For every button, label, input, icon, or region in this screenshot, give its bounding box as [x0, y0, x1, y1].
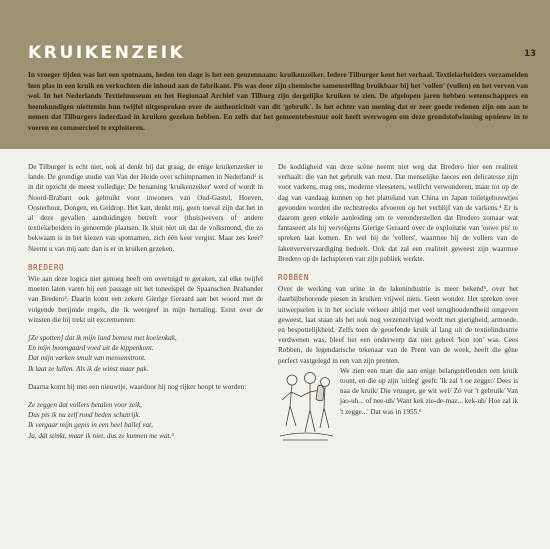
- poem-line: Ik vergaar mijn gepis in een heel ballef vat,: [28, 421, 153, 430]
- poem-excrement: [28, 333, 263, 374]
- left-paragraph-1: De Tilburger is echt niet, ook al denkt hij dat graag, de enige kruikenzeiker te lande. De grondige studie van Van der Heide over schimpnamen in Nederland¹ is in dit opzicht de meest volledige. De benaming 'kruikenzeiker' werd of wordt in Noord-Brabant ook gebruikt voor inwoners van Oud-Gastel, Hoeven, Oosterhout, Dongen, en Geldrop. Het kan, denkt mij, geen toeval zijn dat het in al deze gevallen aanduidingen betreft voor (thuis)wevers of andere textielarbeiders in genoemde plaatsen. Ik sluit niet uit dat de volksmond, die zo bekwaam is in het kiezen van spotnamen, zich één keer vergist. Maar zes keer? Neemt u van mij aan: dan is er in kruiken gezeken.: [28, 163, 263, 253]
- poem-line: Ja, dát stinkt, maar ik niet, dus ze kunnen me wat.³: [28, 431, 174, 440]
- cartoon-illustration-icon: [278, 366, 335, 444]
- poem-line: Dat mijn varken smult van mensenstront.: [28, 354, 146, 363]
- poem-line: [Ze spotten] dat ik mijn land bemest met koeienkak,: [28, 334, 177, 343]
- intro-paragraph: In vroeger tijden was het een spotnaam, heden ten dage is het een geuzennaam: kruikenzeiker. Iedere Tilburger kent het verhaal. Textielarbeiders verzamelden hun plas in een kruik en verkochten die inhoud aan de fabrikant. Pis was door zijn chemische samenstelling bruikbaar bij het 'vollen' (vullen) en het verven van wol. In het Nederlands Textielmuseum en het Regionaal Archief van Tilburg zijn dergelijke kruiken te zien. De afgelopen jaren hebben wetenschappers en heemkundigen niettemin hun twijfel uitgesproken over de authenticiteit van dit 'gebruik'. Is het echter van mening dat er zeer goede redenen zijn om aan te nemen dat Tilburgers inderdaad in kruiken gezeken hebben. En zelfs dat het gemeentebestuur ooit heeft overwogen om deze grondstofwinning opnieuw in te voeren en commercieel te exploiteren.: [28, 70, 528, 132]
- poem-line: Dus pis ik nu zelf rond heden schatrijk.: [28, 411, 141, 420]
- section-heading-bredero: BREDERO: [28, 262, 65, 272]
- right-paragraph-3: We zien een man die aan enige belangstellenden een kruik toont, en die op zijn 'uitleg' geeft: 'Ik zal 't oe zegge:/ Dees is naa de kruik/ Die vruuger, ge wit wel/ Zó vur 't gebruik/ Van jao-uh... of nee-uh/ Want kek zie-de-maz... kek-uh/ Hoe zal ik 't zegge...' Dat was in 1955.⁶: [340, 366, 518, 416]
- poem-line: En mijn boomgaard voed uit de kippenkont.: [28, 344, 154, 353]
- header-band: [0, 0, 550, 149]
- section-heading-robben: ROBBEN: [278, 273, 310, 283]
- left-paragraph-2: Wie aan deze logica niet genoeg heeft om overtuigd te geraken, zal elke twijfel moeten laten varen bij een passage uit het toneelspel de Spaanschen Brabander van Bredero². Daarin komt een zekere Gierige Geraard aan het woord met de volgende berijmde regels, die ik weergeef in mijn hertaling. Eerst over de winsten die hij trekt uit excrementen:: [28, 275, 263, 324]
- right-column: [278, 162, 518, 417]
- left-paragraph-3: Daarna komt hij met een nieuwtje, waardoor hij nog rijker hoopt te worden:: [28, 382, 247, 391]
- right-paragraph-2: Over de werking van urine in de lakenindustrie is meer bekend⁵, over het daarbijbehorende piesen in kruiken vrijwel niets. Geen wonder. Het spreken over uitwerpselen is in het sociale verkeer altijd met veel terughoudendheid omgeven geweest, laat staan als het ook nog verzenzelvigd wordt met gierigheid, armoede, en bespottelijkheid. Zelfs toen de geoefende kruik al lang uit de textielindustrie verdwenen was, bleef het een onderwerp dat niet geheel 'bon ton' was. Cees Robben, de legendarische tekenaar van de Prent van de week, heeft die gêne perfect vastgelegd in een van zijn prenten.: [278, 285, 518, 365]
- cartoon-block: [278, 366, 518, 417]
- poem-line: Ze zeggen dat vollers betalen voor zeik,: [28, 401, 142, 410]
- poem-urine: [28, 400, 263, 441]
- poem-line: Ik laat ze lullen. Als ik de winst maar pak.: [28, 364, 149, 373]
- page-title: KRUIKENZEIK: [28, 43, 186, 63]
- left-column: [28, 162, 263, 449]
- page-number: 13: [524, 49, 536, 59]
- right-paragraph-1: De koddigheid van deze scène neemt niet weg dat Bredero hier een realiteit verhaalt: die van het gebruik van mest. Dat menselijke faeces een delicatesse zijn voor varkens, mag ons, moderne vleeseters, wellicht verwonderen, maar tot op de dag van vandaag kunnen op het platteland van China en Japan toiletgebouwtjes gevonden worden die rechtstreeks afvoeren op het verblijf van de varkens.⁴ Er is daarom geen enkele aanleiding om te veronderstellen dat Bredero zomaar wat fantaseert als hij vervolgens Gierige Geraard over de exploitatie van 'ouwe pis' te spreken laat komen. En wel bij de 'vollers', waarmee hij de vollers van de lakenververvaardiging bedoelt. Ook dat zal een realiteit geweest zijn waarmee Bredero op de lachspieren van zijn publiek werkte.: [278, 163, 518, 263]
